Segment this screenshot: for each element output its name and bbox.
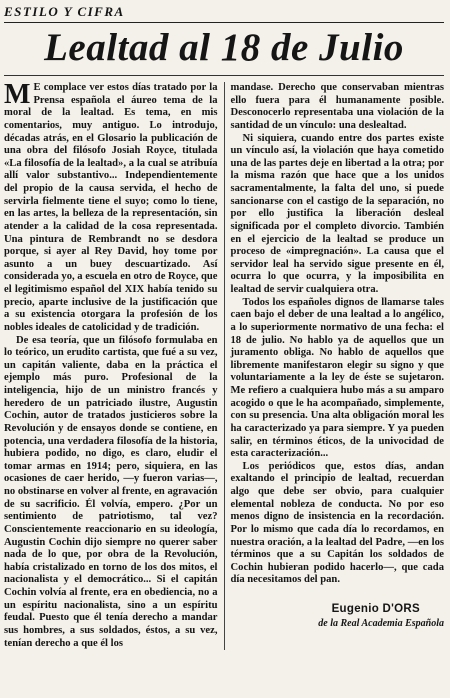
author-affiliation: de la Real Academia Española (318, 617, 444, 629)
section-title: ESTILO Y CIFRA (4, 4, 125, 19)
headline: Lealtad al 18 de Julio (44, 26, 404, 69)
left-column (4, 79, 225, 650)
paragraph: Todos los españoles dignos de llamarse tales caen bajo el deber de una lealtad a lo angélico, a lo superiormente normativo de una fecha: el 18 de julio. No hablo ya de aquellos que un juramento obliga. No hablo de aquellos que libremente manifestaron elegir su signo y que voluntariamente a la ley de éste se sujetaron. Me refiero a cualquiera hubo más a su amparo acogido o que le ha acompañado, simplemente, con su presencia. Una alta obligación moral les ha caracterizado ya para siempre. Y ya pueden salir, en términos éticos, de la univocidad de esta caracterización... (230, 296, 444, 460)
paragraph: Los periódicos que, estos días, andan exaltando el principio de lealtad, recuerdan algo que debe ser obvio, para cualquier elemental nobleza de conducta. No por eso menos digno de insistencia en la recordación. Por lo mismo que cada día lo recordamos, en nuestra oración, a la lealtad del Padre, —en los términos que a su Capitán los soldados de Cochin hubieran podido hacerlo—, que cada día necesitamos del pan. (230, 460, 444, 586)
top-rule (4, 22, 444, 23)
paragraph: M E complace ver estos días tratado por la Prensa española el áureo tema de la moral de la lealtad. Es tema, en mis comentarios, muy antiguo. Lo introdujo, décadas atrás, en el Glosario la publicación de una obra del filósofo Josiah Royce, titulada «La filosofía de la lealtad», a la cual se atribuía allí valor substantivo... Independientemente del propio de la causa servida, el hecho de servirla fielmente tiene el suyo; como lo tiene, en las artes, la belleza de la representación, sin atender a la calidad de la cosa representada. Una pintura de Rembrandt no se desdora porque, si ayer al Rey David, hoy tome por asunto a un buey descuartizado. Así considerada yo, a escuela en otro de Royce, que el legitimismo español del XIX había tenido su precio, aparte inclusive de la justificación que a su existencia otorgara la profesión de los nobles ideales de catolicidad y de tradición. (4, 79, 218, 333)
paragraph: De esa teoría, que un filósofo formulaba en lo teórico, un erudito cartista, que fué a su vez, un capitán valiente, daba en la práctica el ejemplo más puro. Profesional de la inteligencia, hijo de un ministro francés y heredero de un patriciado ilustre, Augustin Cochin, autor de tratados justicieros sobre la Revolución y de ensayos donde se contiene, en potencia, una verdadera filosofía de la historia, hubiera podido, no digo, es claro, eludir el tomar armas en 1914; pero, siquiera, en las ocasiones de caer herido, —y fueron varias—, no obstinarse en volver al frente, en agravación de su sacrificio. Él volvía, empero. ¿Por un sentimiento de patriotismo, tal vez? Conscientemente reaccionario en su ideología, Augustin Cochin dijo siempre no querer saber nada de lo que, por obra de la Revolución, había cristalizado en torno de los dos mitos, el nacionalista y el democrático... Si el capitán Cochin volvía al frente, era en obediencia, no a un espíritu nacionalista, sino a un espíritu feudal. Puesto que él tenía derecho a mandar sus hombres, a sus soldados, éstos, a su vez, tenían derecho a que él los (4, 334, 218, 649)
drop-cap: M (4, 79, 31, 110)
paragraph: mandase. Derecho que conservaban mientras ello fuera para él humanamente posible. Desconocerlo representaba una violación de la santidad de un vínculo: una deslealtad. (230, 82, 444, 131)
headline-rule (4, 75, 444, 76)
article-columns (4, 79, 444, 650)
paragraph: Ni siquiera, cuando entre dos partes existe un vínculo así, la violación que haya cometido una de las partes deje en libertad a la otra; por la misma razón que hace que a los unidos sacramentalmente, la falta del uno, si puede sancionarse con el castigo de la separación, no por ello justifica la liberación desleal significada por el completo divorcio. También en el ejercicio de la lealtad se produce un proceso de «impregnación». La causa que el servidor leal ha servido sigue presente en él, ocurra lo que ocurra, y la imposibilita en lealtad de servir cualquiera otra. (230, 132, 444, 295)
right-column (225, 82, 445, 650)
author-signature: Eugenio D'ORS (331, 603, 420, 615)
